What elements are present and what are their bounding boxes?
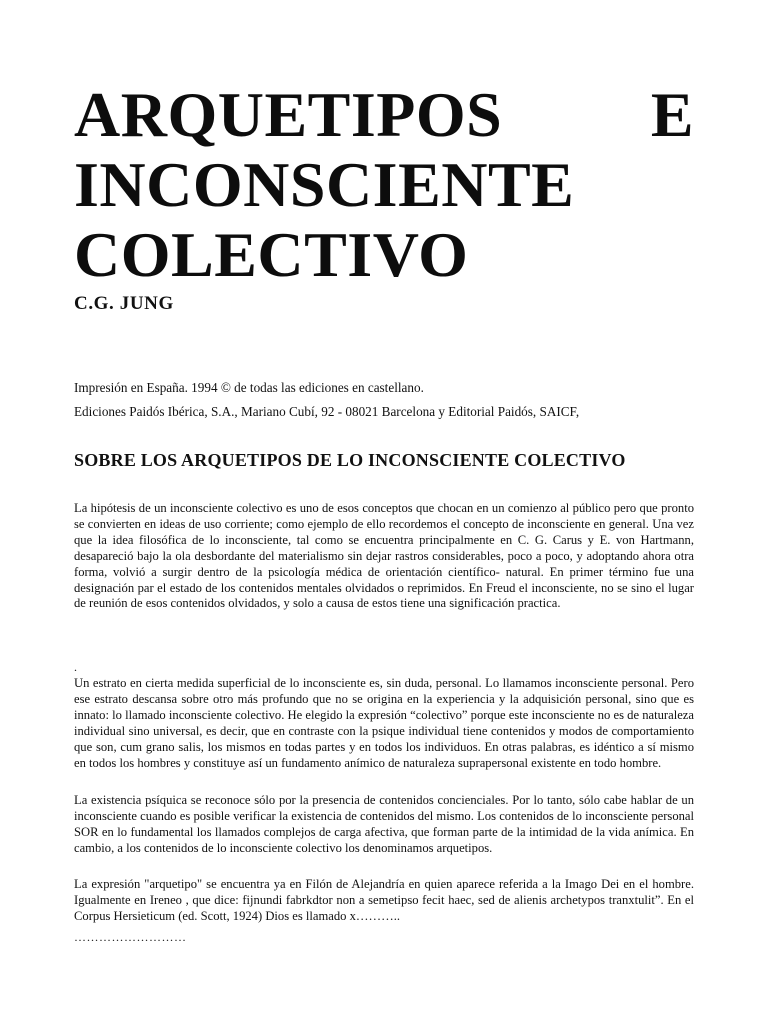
- title-line-2: INCONSCIENTE: [74, 149, 575, 220]
- paragraph-2: Un estrato en cierta medida superficial de lo inconsciente es, sin duda, personal. Lo llamamos inconsciente personal. Pero ese estrato descansa sobre otro más profundo que no se origina en la experiencia y la adquisición personal, sino que es innato: lo llamado inconsciente colectivo. He elegido la expresión “colectivo” porque este inconsciente no es de naturaleza individual sino universal, es decir, que en contraste con la psique individual tiene contenidos y modos de comportamiento que son, cum grano salis, los mismos en todas partes y en todos los individuos. En otras palabras, es idéntico a sí mismo en todos los hombres y constituye así un fundamento anímico de naturaleza suprapersonal existente en todo hombre.: [74, 676, 694, 770]
- paragraph-3: La existencia psíquica se reconoce sólo por la presencia de contenidos concienciales. Por lo tanto, sólo cabe hablar de un inconsciente cuando es posible verificar la existencia de contenidos del mismo. Los contenidos de lo inconsciente personal SOR en lo fundamental los llamados complejos de carga afectiva, que forman parte de la intimidad de la vida anímica. En cambio, a los contenidos de lo inconsciente colectivo los denominamos arquetipos.: [74, 793, 694, 855]
- trailing-ellipsis: ………………………: [74, 930, 187, 944]
- title-word-e: E: [650, 79, 694, 150]
- separator-dot: .: [74, 660, 77, 674]
- section-heading: SOBRE LOS ARQUETIPOS DE LO INCONSCIENTE COLECTIVO: [74, 450, 626, 470]
- title-line-1: [74, 80, 694, 150]
- publication-info-line-2: Ediciones Paidós Ibérica, S.A., Mariano Cubí, 92 - 08021 Barcelona y Editorial Paidós, SAICF,: [74, 404, 580, 419]
- publication-info-line-1: Impresión en España. 1994 © de todas las ediciones en castellano.: [74, 380, 424, 395]
- author-name: C.G. JUNG: [74, 293, 174, 314]
- title-line-3: COLECTIVO: [74, 219, 469, 290]
- paragraph-4: La expresión "arquetipo" se encuentra ya en Filón de Alejandría en quien aparece referida a la Imago Dei en el hombre. Igualmente en Ireneo , que dice: fijnundi fabrkdtor non a semetipso fecit haec, sed de alienis archetypos tranxtulit”. En el Corpus Hersieticum (ed. Scott, 1924) Dios es llamado x………..: [74, 877, 694, 923]
- title-word-arquetipos: ARQUETIPOS: [74, 79, 503, 150]
- paragraph-1: La hipótesis de un inconsciente colectivo es uno de esos conceptos que chocan en un comienzo al público pero que pronto se convierten en ideas de uso corriente; como ejemplo de ello recordemos el concepto de inconsciente en general. Una vez que la idea filosófica de lo inconsciente, tal como se encuentra principalmente en C. G. Carus y E. von Hartmann, desapareció bajo la ola desbordante del materialismo sin dejar rastros considerables, poco a poco, y adoptando ahora otra forma, volvió a surgir dentro de la psicología médica de orientación científico- natural. En primer término fue una designación par el estado de los contenidos mentales olvidados o reprimidos. En Freud el inconsciente, no se sino el lugar de reunión de esos contenidos olvidados, y solo a causa de estos tiene una significación practica.: [74, 501, 694, 611]
